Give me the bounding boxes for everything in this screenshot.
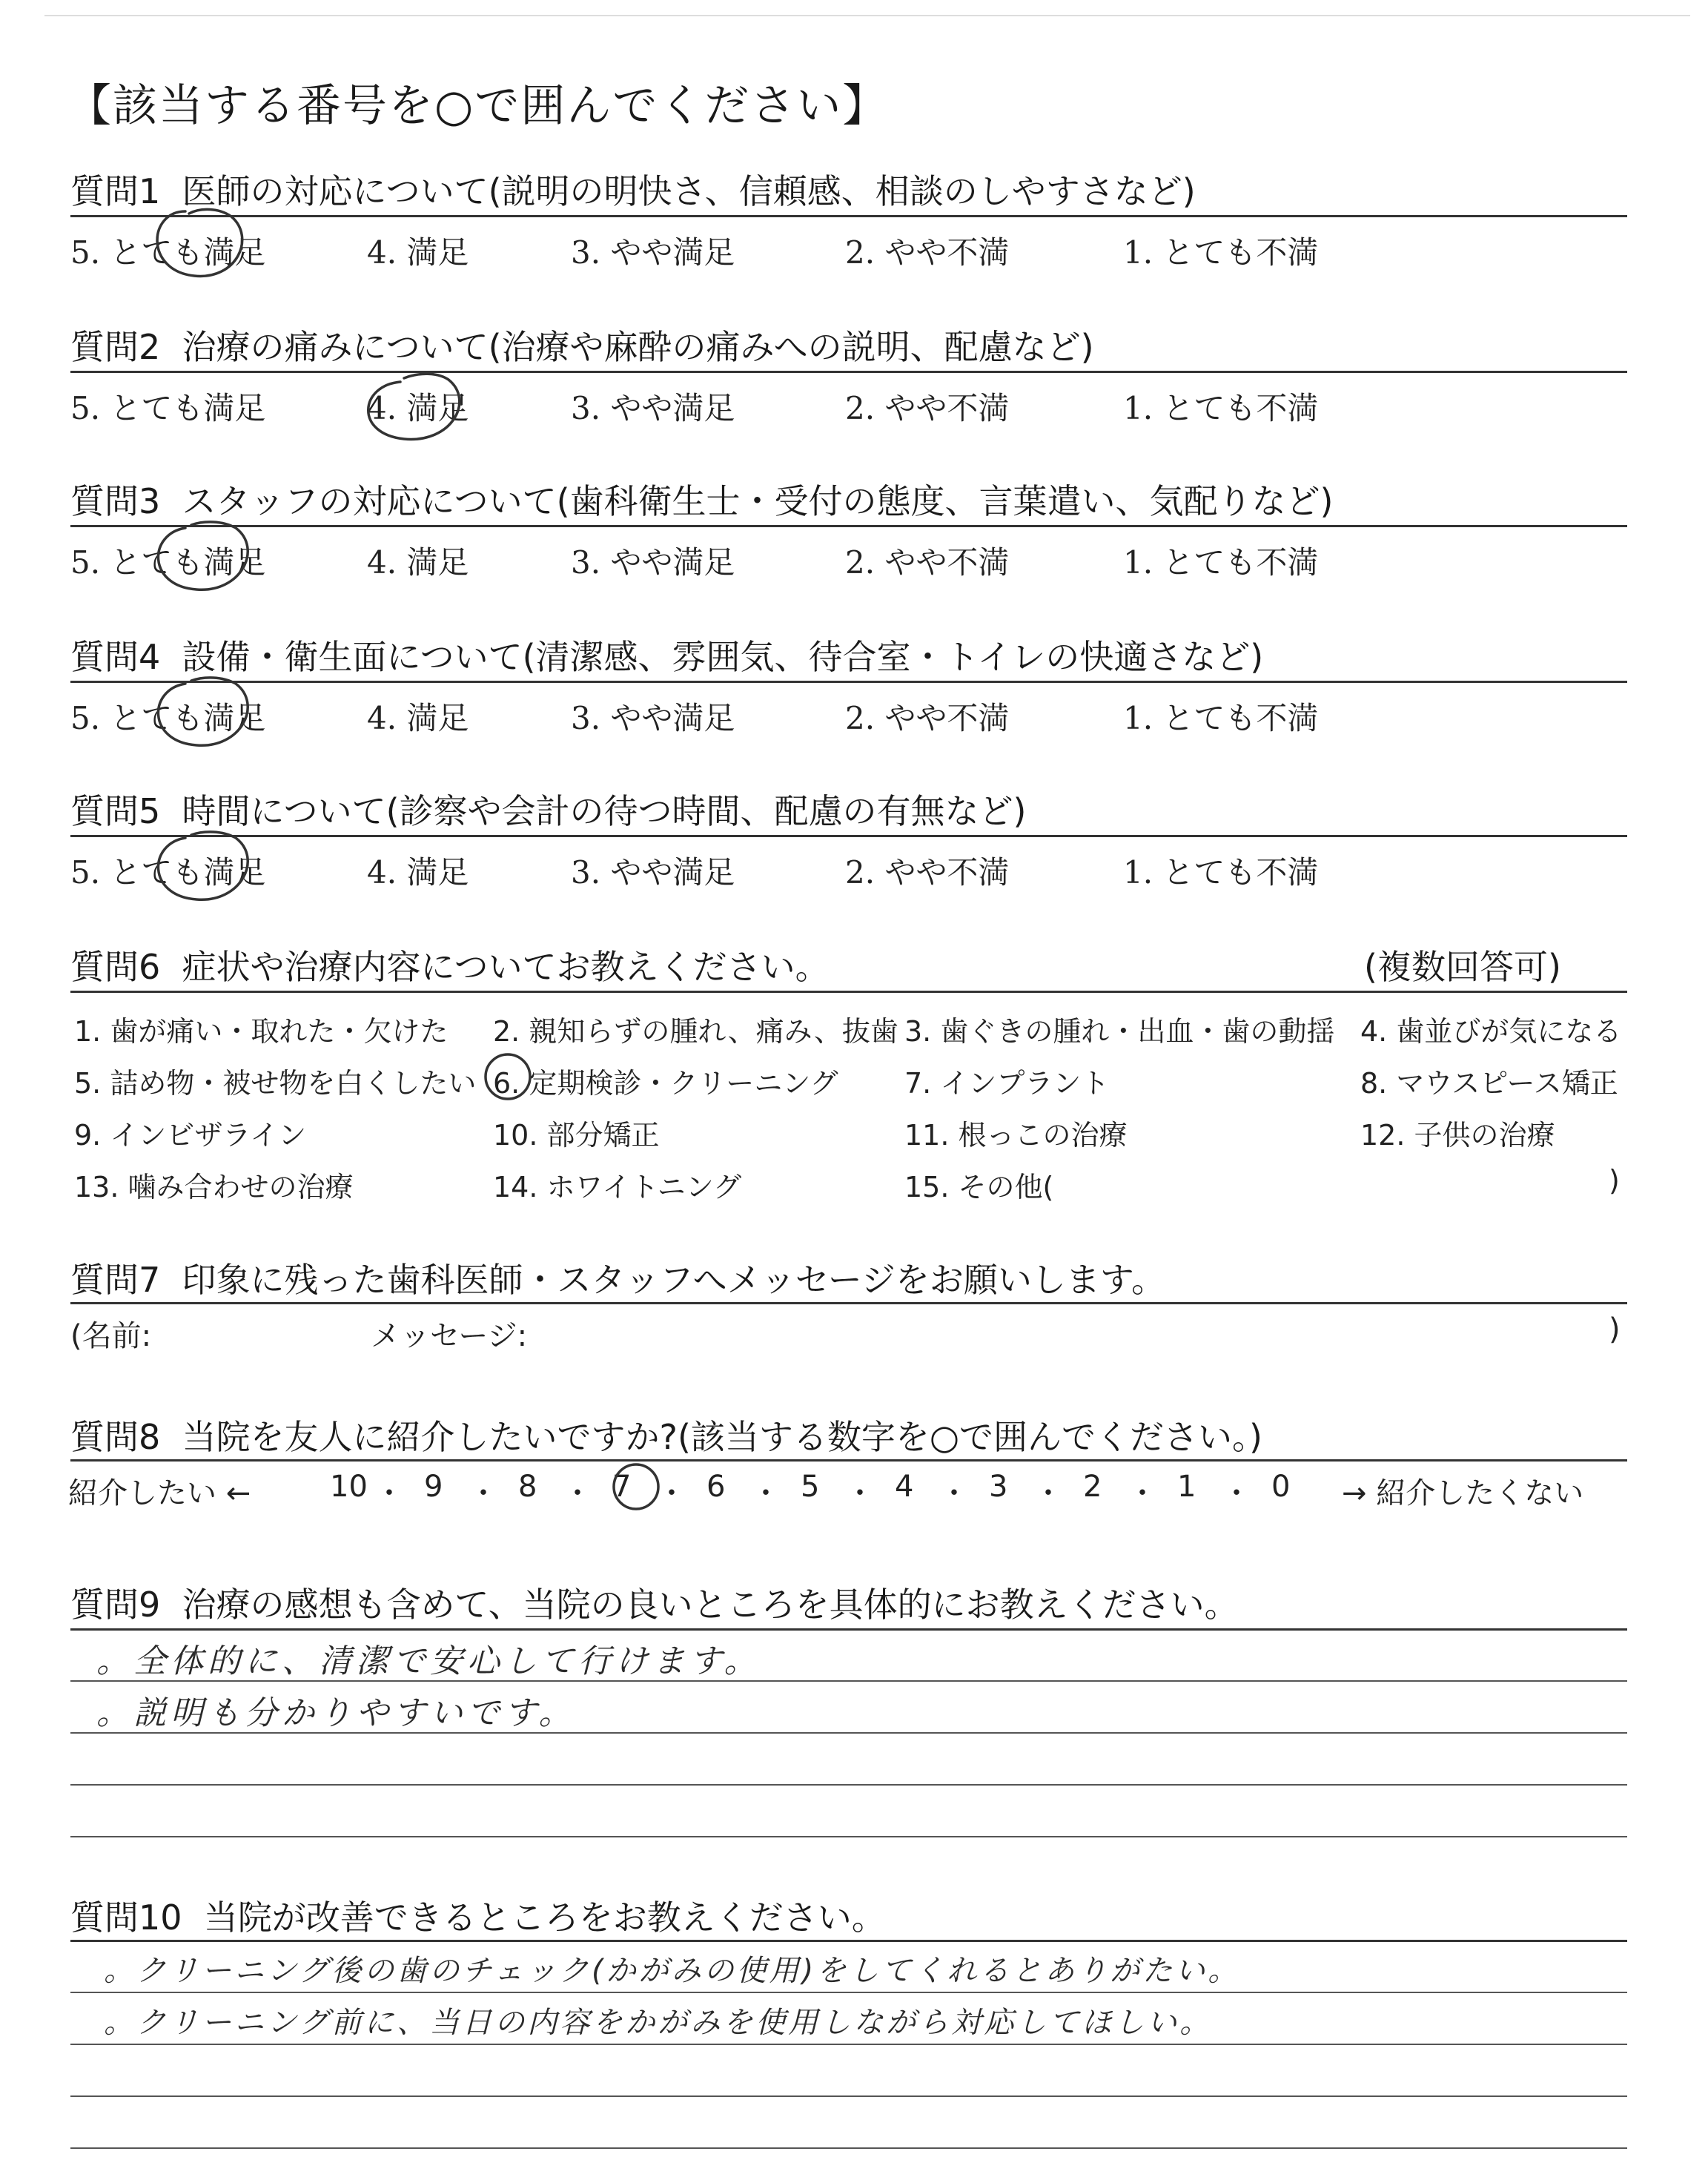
q8-scale-separator: ・ [469, 1476, 498, 1510]
q9-answer-1[interactable]: 。全体的に、清潔で安心して行けます。 [96, 1642, 761, 1680]
q5-option-5[interactable]: 5. とても満足 [70, 854, 266, 891]
q5-option-3[interactable]: 3. やや満足 [571, 854, 735, 891]
q8-scale-3[interactable]: 3 [989, 1470, 1008, 1504]
q6-option-15[interactable]: 15. その他( [904, 1171, 1054, 1203]
q8-scale-10[interactable]: 10 [330, 1470, 368, 1504]
question-10-label: 質問10 [70, 1898, 182, 1938]
q8-scale-separator: ・ [374, 1476, 404, 1510]
q6-option-9[interactable]: 9. インビザライン [74, 1119, 307, 1152]
question-4-text: 設備・衛生面について(清潔感、雰囲気、待合室・トイレの快適さなど) [182, 637, 1264, 677]
q1-option-5[interactable]: 5. とても満足 [70, 234, 266, 271]
q7-message-label: メッセージ: [371, 1319, 528, 1353]
q6-option-13[interactable]: 13. 噛み合わせの治療 [74, 1171, 354, 1203]
q2-option-5[interactable]: 5. とても満足 [70, 390, 266, 426]
q8-scale-separator: ・ [845, 1476, 875, 1510]
q6-option-2[interactable]: 2. 親知らずの腫れ、痛み、抜歯 [493, 1015, 898, 1048]
q2-option-3[interactable]: 3. やや満足 [571, 390, 735, 426]
q3-option-4[interactable]: 4. 満足 [367, 544, 469, 581]
q9-line-5 [70, 1836, 1627, 1837]
q6-option-7[interactable]: 7. インプラント [904, 1067, 1110, 1100]
q1-option-1[interactable]: 1. とても不満 [1123, 234, 1319, 271]
question-6-text: 症状や治療内容についてお教えください。 [182, 947, 830, 987]
q5-option-2[interactable]: 2. やや不満 [845, 854, 1010, 891]
q8-scale-2[interactable]: 2 [1083, 1470, 1102, 1504]
q8-scale-1[interactable]: 1 [1177, 1470, 1196, 1504]
question-3-text: スタッフの対応について(歯科衛生士・受付の態度、言葉遣い、気配りなど) [182, 481, 1334, 521]
question-6-label: 質問6 [70, 947, 161, 987]
q8-scale-separator: ・ [751, 1476, 781, 1510]
question-9-text: 治療の感想も含めて、当院の良いところを具体的にお教えください。 [182, 1585, 1239, 1625]
q8-scale-separator: ・ [563, 1476, 592, 1510]
question-9-label: 質問9 [70, 1585, 161, 1625]
question-4-label: 質問4 [70, 637, 161, 677]
question-8-rule [70, 1459, 1627, 1462]
question-3 [70, 475, 1334, 524]
q8-scale-separator: ・ [1033, 1476, 1063, 1510]
q6-option-14[interactable]: 14. ホワイトニング [493, 1171, 742, 1203]
q8-left-label: 紹介したい ← [68, 1476, 251, 1510]
question-5-text: 時間について(診察や会計の待つ時間、配慮の有無など) [182, 791, 1027, 831]
q6-option-10[interactable]: 10. 部分矯正 [493, 1119, 660, 1152]
question-7-text: 印象に残った歯科医師・スタッフへメッセージをお願いします。 [182, 1260, 1166, 1300]
q4-option-3[interactable]: 3. やや満足 [571, 700, 735, 736]
q8-scale-7[interactable]: 7 [612, 1470, 632, 1504]
q8-scale-4[interactable]: 4 [895, 1470, 914, 1504]
q4-option-4[interactable]: 4. 満足 [367, 700, 469, 736]
q8-right-label: → 紹介したくない [1342, 1476, 1584, 1510]
question-5 [70, 785, 1027, 833]
q9-answer-2[interactable]: 。説明も分かりやすいです。 [96, 1694, 576, 1732]
q6-option-3[interactable]: 3. 歯ぐきの腫れ・出血・歯の動揺 [904, 1015, 1335, 1048]
question-9 [70, 1578, 1239, 1627]
q4-option-1[interactable]: 1. とても不満 [1123, 700, 1319, 736]
q8-scale-6[interactable]: 6 [706, 1470, 726, 1504]
question-1-rule [70, 215, 1627, 217]
q4-option-5[interactable]: 5. とても満足 [70, 700, 266, 736]
q10-line-3 [70, 2044, 1627, 2045]
question-5-label: 質問5 [70, 791, 161, 831]
q6-option-5[interactable]: 5. 詰め物・被せ物を白くしたい [74, 1067, 477, 1100]
q1-option-4[interactable]: 4. 満足 [367, 234, 469, 271]
q3-option-1[interactable]: 1. とても不満 [1123, 544, 1319, 581]
q6-option-4[interactable]: 4. 歯並びが気になる [1360, 1015, 1622, 1048]
q10-answer-1[interactable]: 。クリーニング後の歯のチェック(かがみの使用)をしてくれるとありがたい。 [104, 1954, 1241, 1988]
question-7 [70, 1253, 1165, 1302]
q3-option-5[interactable]: 5. とても満足 [70, 544, 266, 581]
q8-scale-separator: ・ [939, 1476, 969, 1510]
q10-answer-2[interactable]: 。クリーニング前に、当日の内容をかがみを使用しながら対応してほしい。 [104, 2006, 1213, 2040]
q3-option-3[interactable]: 3. やや満足 [571, 544, 735, 581]
question-1 [70, 165, 1196, 214]
q6-option-12[interactable]: 12. 子供の治療 [1360, 1119, 1555, 1152]
q7-name-label: (名前: [70, 1319, 152, 1353]
question-6-note: (複数回答可) [1364, 947, 1561, 987]
q10-line-2 [70, 1992, 1627, 1993]
question-6-rule [70, 991, 1627, 993]
question-7-rule [70, 1302, 1627, 1304]
q8-scale-5[interactable]: 5 [801, 1470, 820, 1504]
question-4 [70, 630, 1263, 679]
question-8-text: 当院を友人に紹介したいですか?(該当する数字を○で囲んでください。) [182, 1417, 1262, 1457]
q8-scale-separator: ・ [1222, 1476, 1251, 1510]
q5-option-4[interactable]: 4. 満足 [367, 854, 469, 891]
q6-option-1[interactable]: 1. 歯が痛い・取れた・欠けた [74, 1015, 448, 1048]
question-2-text: 治療の痛みについて(治療や麻酔の痛みへの説明、配慮など) [182, 327, 1094, 367]
q8-scale-separator: ・ [657, 1476, 686, 1510]
question-2-label: 質問2 [70, 327, 161, 367]
q8-scale-9[interactable]: 9 [424, 1470, 443, 1504]
question-2 [70, 320, 1094, 369]
q6-option-15-close: ) [1609, 1164, 1620, 1197]
q3-option-2[interactable]: 2. やや不満 [845, 544, 1010, 581]
q9-line-1 [70, 1628, 1627, 1631]
question-1-text: 医師の対応について(説明の明快さ、信頼感、相談のしやすさなど) [182, 171, 1196, 211]
q1-option-2[interactable]: 2. やや不満 [845, 234, 1010, 271]
q10-line-1 [70, 1940, 1627, 1942]
q10-line-5 [70, 2147, 1627, 2149]
question-5-rule [70, 835, 1627, 837]
q7-message-field[interactable] [563, 1312, 1594, 1350]
q7-close: ) [1609, 1312, 1621, 1347]
question-4-rule [70, 681, 1627, 683]
scan-edge [44, 15, 1690, 16]
q2-option-1[interactable]: 1. とても不満 [1123, 390, 1319, 426]
q6-option-8[interactable]: 8. マウスピース矯正 [1360, 1067, 1618, 1100]
question-1-label: 質問1 [70, 171, 161, 211]
question-10 [70, 1891, 886, 1940]
question-10-text: 当院が改善できるところをお教えください。 [203, 1898, 886, 1938]
question-3-label: 質問3 [70, 481, 161, 521]
page-title: 【該当する番号を○で囲んでください】 [67, 80, 889, 132]
q8-scale-8[interactable]: 8 [518, 1470, 537, 1504]
question-7-label: 質問7 [70, 1260, 161, 1300]
q6-option-11[interactable]: 11. 根っこの治療 [904, 1119, 1128, 1152]
q7-name-field[interactable] [193, 1312, 356, 1350]
q9-line-4 [70, 1784, 1627, 1786]
question-8-label: 質問8 [70, 1417, 161, 1457]
q5-option-1[interactable]: 1. とても不満 [1123, 854, 1319, 891]
q10-line-4 [70, 2095, 1627, 2097]
question-8 [70, 1410, 1262, 1459]
q6-option-6[interactable]: 6. 定期検診・クリーニング [493, 1067, 838, 1100]
question-3-rule [70, 525, 1627, 527]
question-2-rule [70, 371, 1627, 373]
q2-option-2[interactable]: 2. やや不満 [845, 390, 1010, 426]
q4-option-2[interactable]: 2. やや不満 [845, 700, 1010, 736]
q8-scale-separator: ・ [1128, 1476, 1157, 1510]
question-6 [70, 940, 830, 989]
q2-option-4[interactable]: 4. 満足 [367, 390, 469, 426]
q8-scale-0[interactable]: 0 [1271, 1470, 1291, 1504]
q1-option-3[interactable]: 3. やや満足 [571, 234, 735, 271]
